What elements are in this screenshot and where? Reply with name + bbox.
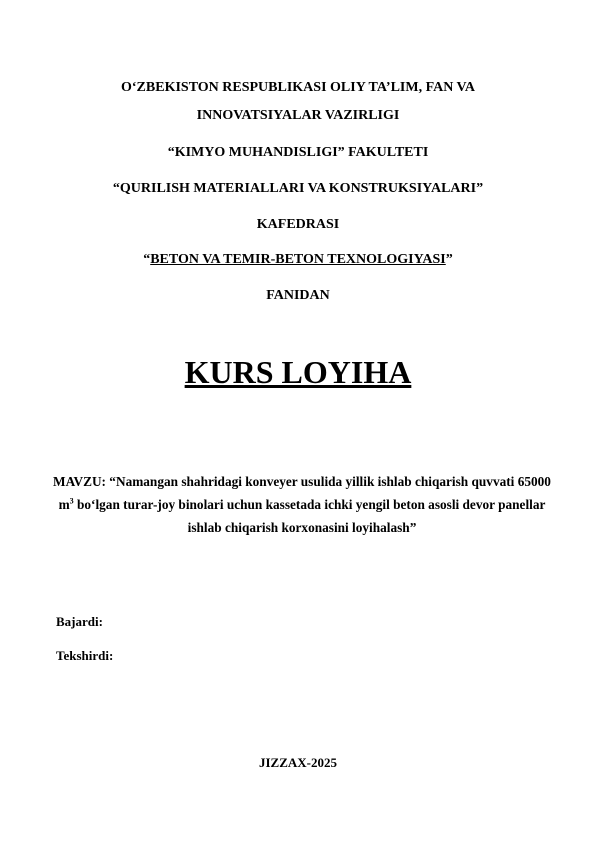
- subject-name: BETON VA TEMIR-BETON TEXNOLOGIYASI: [150, 252, 446, 267]
- subject-close-quote: ”: [445, 252, 453, 267]
- subject-suffix: FANIDAN: [266, 288, 330, 303]
- department-line-2: KAFEDRASI: [256, 217, 340, 232]
- topic-paragraph: [52, 470, 552, 539]
- faculty-name: “KIMYO MUHANDISLIGI” FAKULTETI: [167, 145, 429, 160]
- topic-superscript: 3: [69, 496, 74, 506]
- checked-by-label: Tekshirdi:: [56, 648, 114, 663]
- ministry-line-1: O‘ZBEKISTON RESPUBLIKASI OLIY TA’LIM, FAN VA: [121, 80, 475, 95]
- topic-text-part-1: MAVZU: “Namangan shahridagi konveyer usulida yillik ishlab chiqarish quvvati 65000 m: [53, 474, 551, 512]
- ministry-line-2: INNOVATSIYALAR VAZIRLIGI: [196, 108, 400, 123]
- subject-open-quote: “: [143, 252, 151, 267]
- document-title: KURS LOYIHA: [184, 354, 412, 390]
- subject-line: [0, 252, 596, 268]
- department-line-1: “QURILISH MATERIALLARI VA KONSTRUKSIYALARI”: [112, 181, 484, 196]
- city-year: JIZZAX-2025: [258, 755, 337, 770]
- performed-by-label: Bajardi:: [56, 614, 103, 629]
- topic-text-part-2: bo‘lgan turar-joy binolari uchun kassetada ichki yengil beton asosli devor panellar ishlab chiqarish korxonasini loyihalash”: [73, 497, 546, 535]
